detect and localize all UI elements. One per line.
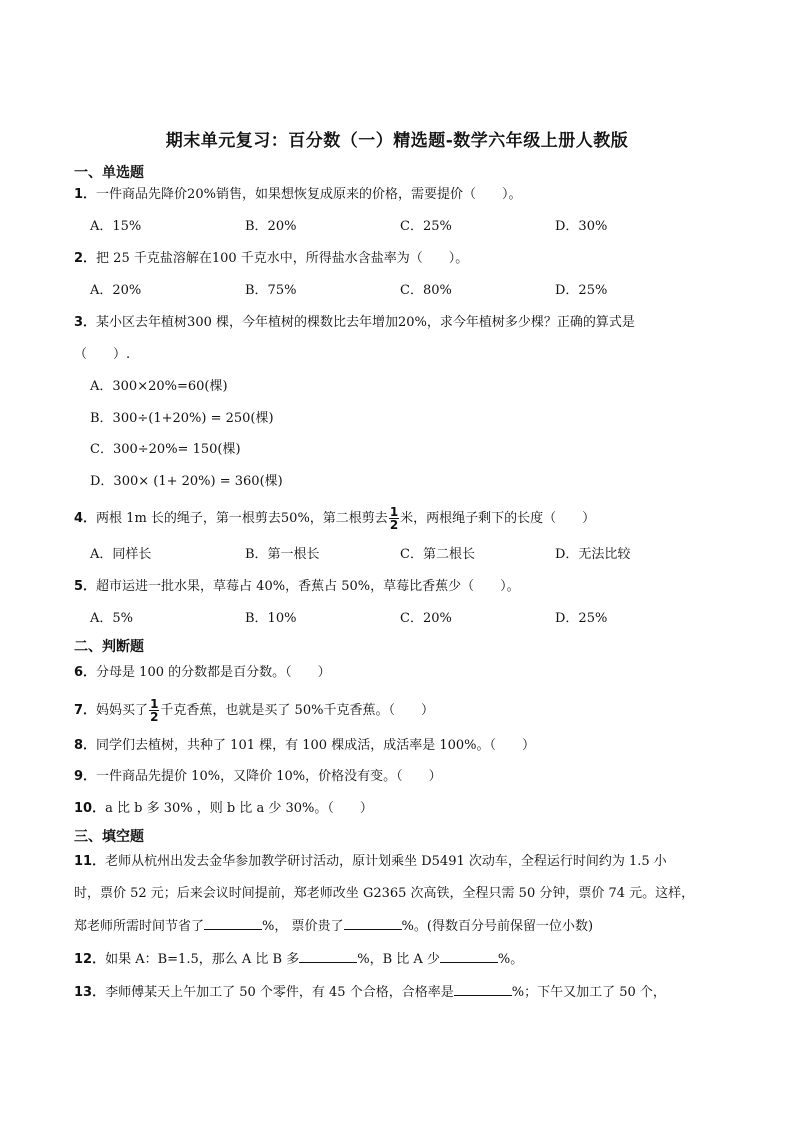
question-text: 李师傅某天上午加工了 50 个零件，有 45 个合格，合格率是 xyxy=(105,985,454,1000)
question-number: 8． xyxy=(74,738,97,753)
question-5 xyxy=(74,578,520,596)
option-d: D．25% xyxy=(555,283,608,298)
option-c: C．300÷20%= 150(棵) xyxy=(90,442,241,457)
option-b: B．75% xyxy=(245,283,297,298)
answer-blank[interactable] xyxy=(440,950,498,963)
option-a: A．15% xyxy=(90,219,142,234)
question-1 xyxy=(74,186,521,204)
question-text: %；下午又加工了 50 个， xyxy=(511,985,666,1000)
question-3 xyxy=(74,314,635,332)
question-text: 同学们去植树，共种了 101 棵，有 100 棵成活，成活率是 100%。（ ） xyxy=(96,738,536,753)
question-text: 两根 1m 长的绳子，第一根剪去50%，第二根剪去 xyxy=(96,511,388,526)
question-number: 4． xyxy=(74,511,97,526)
question-9 xyxy=(74,768,442,786)
question-3-continuation: （ ）. xyxy=(74,347,131,362)
question-text: 妈妈买了 xyxy=(96,703,149,718)
question-text: 米，两根绳子剩下的长度（ ） xyxy=(400,511,596,526)
section-heading-true-false: 二、判断题 xyxy=(74,639,144,655)
question-text: 郑老师所需时间节省了 xyxy=(74,919,205,934)
option-d: D．25% xyxy=(555,611,608,626)
question-number: 12． xyxy=(74,952,106,967)
fraction-one-half: $\frac{1}{2}$ xyxy=(150,697,159,724)
answer-blank[interactable] xyxy=(299,950,357,963)
question-11-line-3 xyxy=(74,917,593,936)
option-a: A．300×20%=60(棵) xyxy=(90,379,228,394)
option-d: D．30% xyxy=(555,219,608,234)
fraction-one-half: $\frac{1}{2}$ xyxy=(389,505,399,532)
question-number: 9． xyxy=(74,769,97,784)
option-d: D．300× (1+ 20%) = 360(棵) xyxy=(90,474,283,489)
option-a: A．5% xyxy=(90,611,134,626)
question-text: 千克香蕉，也就是买了 50%千克香蕉。（ ） xyxy=(160,703,434,718)
document-title: 期末单元复习：百分数（一）精选题-数学六年级上册人教版 xyxy=(165,131,629,151)
question-number: 2． xyxy=(74,251,97,266)
question-text: %。(得数百分号前保留一位小数) xyxy=(401,919,594,934)
question-number: 6． xyxy=(74,665,97,680)
question-number: 10． xyxy=(74,801,106,816)
question-text: 某小区去年植树300 棵，今年植树的棵数比去年增加20%，求今年植树多少棵？正确的算式是 xyxy=(96,315,635,330)
option-c: C．80% xyxy=(400,283,452,298)
section-heading-single-choice: 一、单选题 xyxy=(74,165,144,181)
question-number: 7． xyxy=(74,703,97,718)
question-text: 把 25 千克盐溶解在100 千克水中，所得盐水含盐率为（ ）。 xyxy=(96,251,469,266)
option-a: A．同样长 xyxy=(90,547,152,562)
answer-blank[interactable] xyxy=(344,917,402,930)
option-c: C．25% xyxy=(400,219,452,234)
question-7 xyxy=(74,698,434,723)
question-12 xyxy=(74,950,523,969)
question-text: 超市运进一批水果，草莓占 40%，香蕉占 50%，草莓比香蕉少（ ）。 xyxy=(96,579,520,594)
answer-blank[interactable] xyxy=(204,917,262,930)
question-8 xyxy=(74,737,535,755)
question-11 xyxy=(74,853,667,871)
question-text: 一件商品先提价 10%，又降价 10%，价格没有变。（ ） xyxy=(96,769,442,784)
question-text: %。 xyxy=(497,952,524,967)
option-b: B．10% xyxy=(245,611,297,626)
question-number: 11． xyxy=(74,854,106,869)
question-text: 一件商品先降价20%销售，如果想恢复成原来的价格，需要提价（ ）。 xyxy=(96,187,522,202)
question-10 xyxy=(74,800,373,818)
option-d: D．无法比较 xyxy=(555,547,631,562)
question-text: a 比 b 多 30% ，则 b 比 a 少 30%。（ ） xyxy=(105,801,373,816)
answer-blank[interactable] xyxy=(454,983,512,996)
question-number: 5． xyxy=(74,579,97,594)
question-13 xyxy=(74,983,666,1002)
question-number: 1． xyxy=(74,187,97,202)
option-b: B．20% xyxy=(245,219,297,234)
question-number: 3． xyxy=(74,315,97,330)
section-heading-fill-in: 三、填空题 xyxy=(74,829,144,845)
option-a: A．20% xyxy=(90,283,142,298)
option-c: C．20% xyxy=(400,611,452,626)
question-number: 13． xyxy=(74,985,106,1000)
question-6 xyxy=(74,664,331,682)
option-b: B．300÷(1+20%) = 250(棵) xyxy=(90,411,274,426)
question-text: 如果 A：B=1.5，那么 A 比 B 多 xyxy=(105,952,300,967)
question-4 xyxy=(74,506,595,531)
option-b: B．第一根长 xyxy=(245,547,320,562)
question-2 xyxy=(74,250,468,268)
option-c: C．第二根长 xyxy=(400,547,475,562)
question-text: 老师从杭州出发去金华参加教学研讨活动，原计划乘坐 D5491 次动车，全程运行时间约为 1.5 小 xyxy=(105,854,667,869)
question-text: 分母是 100 的分数都是百分数。（ ） xyxy=(96,665,331,680)
question-11-line-2: 时，票价 52 元；后来会议时间提前，郑老师改坐 G2365 次高铁，全程只需 50 分钟，票价 74 元。这样， xyxy=(74,886,695,901)
question-text: %， 票价贵了 xyxy=(262,919,344,934)
question-text: %，B 比 A 少 xyxy=(357,952,440,967)
